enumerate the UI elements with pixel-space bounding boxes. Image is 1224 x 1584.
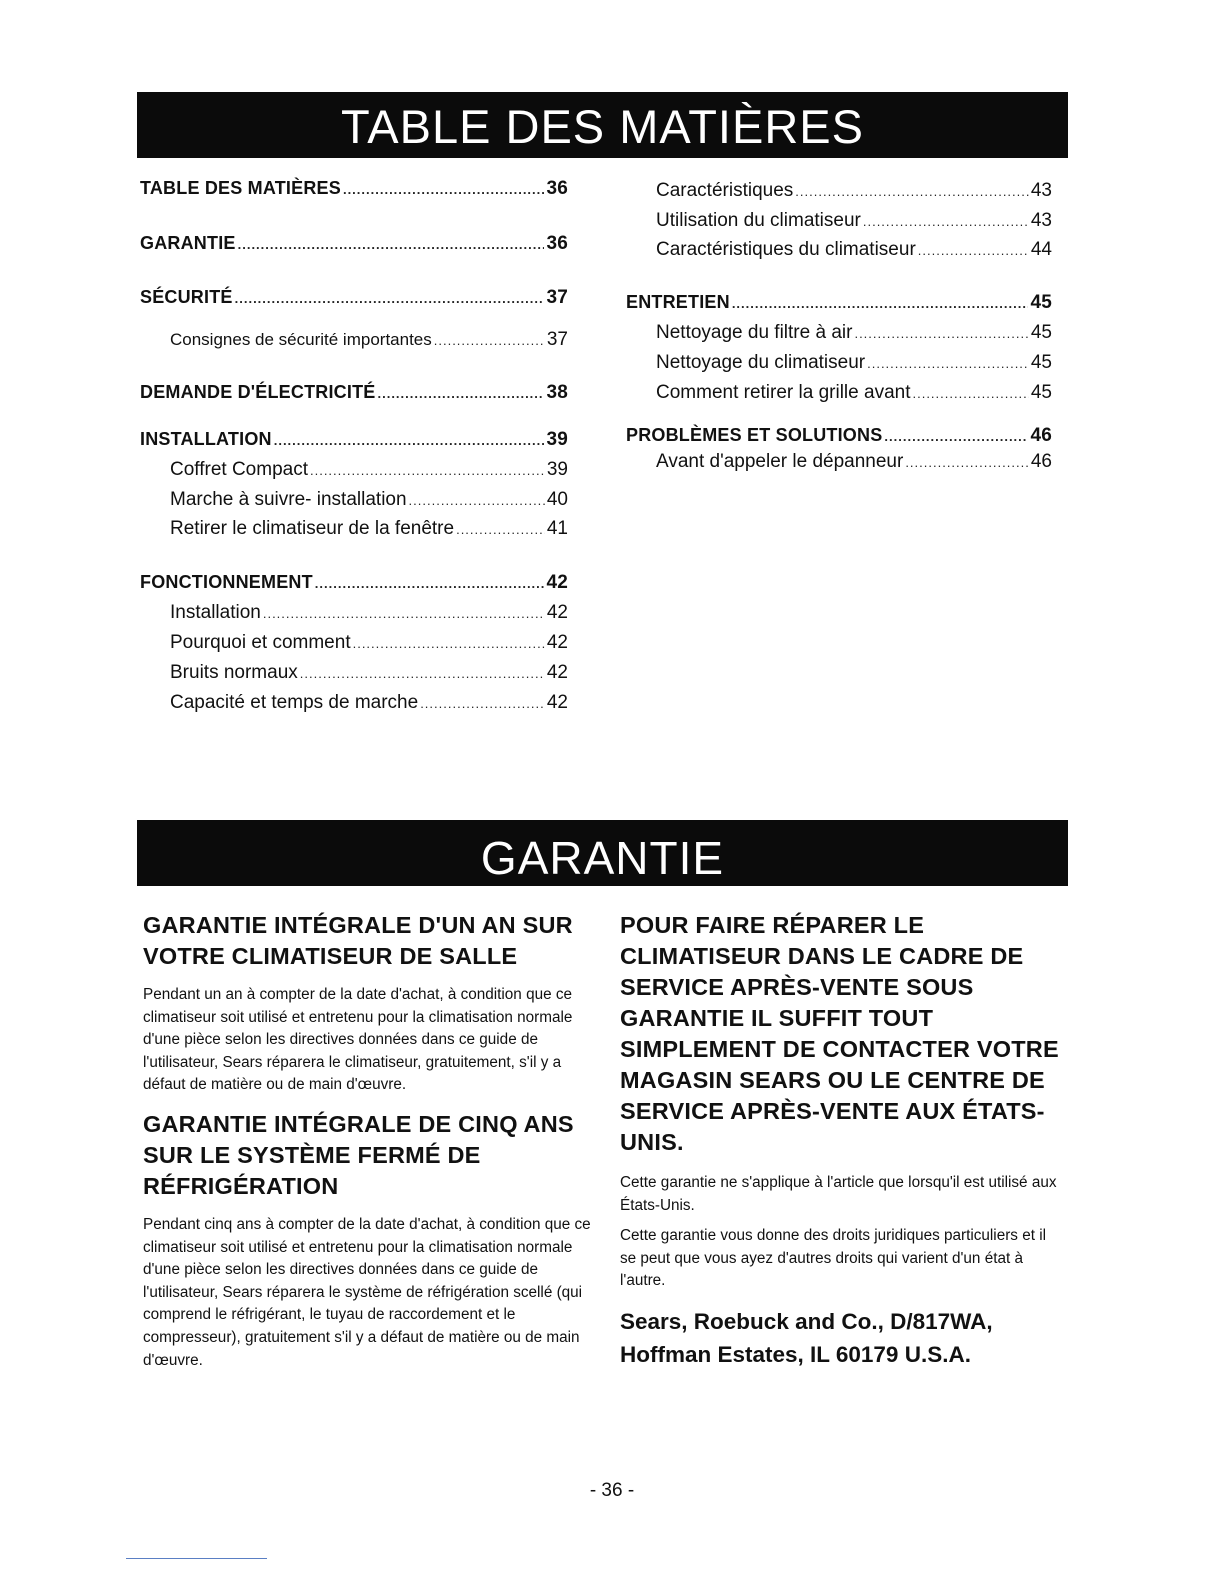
toc-leader-dots <box>867 356 1029 371</box>
toc-entry-entretien[interactable] <box>626 292 1052 318</box>
toc-entry-securite[interactable] <box>140 287 568 313</box>
toc-leader-dots <box>300 666 545 681</box>
toc-entry-label: Utilisation du climatiseur <box>656 210 861 231</box>
toc-entry-page: 42 <box>546 602 568 623</box>
toc-entry-label: Coffret Compact <box>170 459 308 480</box>
toc-entry-fonctionnement[interactable] <box>140 572 568 598</box>
toc-entry-consignes-securite[interactable] <box>140 329 568 355</box>
toc-entry-page: 37 <box>546 287 568 308</box>
toc-leader-dots <box>343 182 545 197</box>
toc-entry-retirer-grille[interactable] <box>626 382 1052 408</box>
toc-entry-capacite-temps[interactable] <box>140 692 568 718</box>
toc-entry-label: PROBLÈMES ET SOLUTIONS <box>626 425 883 445</box>
toc-entry-avant-appeler[interactable] <box>626 451 1052 477</box>
toc-entry-label: Caractéristiques <box>656 180 794 201</box>
toc-entry-label: DEMANDE D'ÉLECTRICITÉ <box>140 382 376 402</box>
toc-leader-dots <box>238 237 545 252</box>
toc-entry-page: 36 <box>546 178 568 199</box>
toc-entry-page: 43 <box>1030 180 1052 201</box>
toc-entry-label: Avant d'appeler le dépanneur <box>656 451 904 472</box>
toc-entry-page: 37 <box>546 329 568 350</box>
footer-rule <box>126 1558 267 1559</box>
warranty-left-column <box>143 910 591 1372</box>
toc-entry-pourquoi-comment[interactable] <box>140 632 568 658</box>
toc-leader-dots <box>235 291 545 306</box>
toc-leader-dots <box>274 433 545 448</box>
toc-entry-label: Pourquoi et comment <box>170 632 351 653</box>
toc-entry-page: 43 <box>1030 210 1052 231</box>
toc-entry-page: 39 <box>546 459 568 480</box>
toc-entry-label: Caractéristiques du climatiseur <box>656 239 916 260</box>
toc-entry-page: 42 <box>546 692 568 713</box>
usa-only-notice: Cette garantie ne s'applique à l'article que lorsqu'il est utilisé aux États-Unis. <box>620 1174 1057 1214</box>
toc-entry-page: 40 <box>546 489 568 510</box>
toc-leader-dots <box>420 696 545 711</box>
toc-entry-label: Nettoyage du filtre à air <box>656 322 853 343</box>
toc-entry-label: Retirer le climatiseur de la fenêtre <box>170 518 455 539</box>
warranty-banner-title: GARANTIE <box>480 832 725 884</box>
service-instructions-heading: POUR FAIRE RÉPARER LE CLIMATISEUR DANS LE CADRE DE SERVICE APRÈS-VENTE SOUS GARANTIE IL SUFFIT TOUT SIMPLEMENT DE CONTACTER VOTRE MAGASIN SEARS OU LE CENTRE DE SERVICE APRÈS-VENTE AUX ÉTATS-UNIS. <box>620 912 1059 1155</box>
toc-entry-page: 45 <box>1030 352 1052 373</box>
legal-rights-notice: Cette garantie vous donne des droits juridiques particuliers et il se peut que vous ayez d'autres droits qui varient d'un état à l'autre. <box>620 1227 1046 1290</box>
toc-entry-installation[interactable] <box>140 429 568 455</box>
toc-entry-demande-electricite[interactable] <box>140 382 568 408</box>
toc-entry-garantie[interactable] <box>140 233 568 259</box>
toc-entry-problemes-solutions[interactable] <box>626 425 1052 451</box>
warranty-right-column <box>620 910 1060 1371</box>
toc-leader-dots <box>854 326 1028 341</box>
toc-entry-label: Comment retirer la grille avant <box>656 382 911 403</box>
toc-entry-page: 39 <box>546 429 568 450</box>
page-number: - 36 - <box>589 1480 635 1501</box>
toc-banner <box>137 92 1068 158</box>
toc-entry-installation-sub[interactable] <box>140 602 568 628</box>
toc-leader-dots <box>456 522 545 537</box>
toc-entry-label: SÉCURITÉ <box>140 287 233 307</box>
toc-entry-label: Capacité et temps de marche <box>170 692 419 713</box>
toc-entry-page: 45 <box>1030 322 1052 343</box>
toc-entry-nettoyage-filtre[interactable] <box>626 322 1052 348</box>
five-year-warranty-heading: GARANTIE INTÉGRALE DE CINQ ANS SUR LE SYSTÈME FERMÉ DE RÉFRIGÉRATION <box>143 1110 574 1199</box>
one-year-warranty-text: Pendant un an à compter de la date d'achat, à condition que ce climatiseur soit utilisé et entretenu pour la climatisation normale d'une pièce selon les directives données dans ce guide de l'utilisateur, Sears réparera le climatiseur, gratuitement, s'il y a défaut de matière ou de main d'œuvre. <box>143 986 573 1094</box>
toc-entry-table-des-matieres[interactable] <box>140 178 568 204</box>
toc-entry-label: INSTALLATION <box>140 429 272 449</box>
toc-leader-dots <box>434 333 545 348</box>
toc-entry-label: FONCTIONNEMENT <box>140 572 313 592</box>
toc-entry-page: 46 <box>1030 425 1052 446</box>
five-year-warranty-text: Pendant cinq ans à compter de la date d'achat, à condition que ce climatiseur soit utilisé et entretenu pour la climatisation normale d'une pièce selon les directives données dans ce guide de l'utilisateur, Sears réparera le système de réfrigération scellé (qui comprend le réfrigérant, le tuyau de raccordement et le compresseur), gratuitement s'il y a défaut de matière ou de main d'œuvre. <box>143 1215 591 1369</box>
toc-entry-label: Nettoyage du climatiseur <box>656 352 866 373</box>
toc-entry-caracteristiques-climatiseur[interactable] <box>626 239 1052 265</box>
toc-leader-dots <box>263 606 545 621</box>
toc-leader-dots <box>918 243 1029 258</box>
toc-entry-page: 45 <box>1030 292 1052 313</box>
toc-entry-label: Installation <box>170 602 261 623</box>
toc-leader-dots <box>353 636 545 651</box>
toc-entry-retirer-climatiseur[interactable] <box>140 518 568 544</box>
toc-entry-page: 41 <box>546 518 568 539</box>
toc-entry-label: GARANTIE <box>140 233 236 253</box>
toc-leader-dots <box>732 296 1029 311</box>
sears-address-line2: Hoffman Estates, IL 60179 U.S.A. <box>620 1341 971 1367</box>
toc-entry-page: 42 <box>546 572 568 593</box>
toc-banner-title: TABLE DES MATIÈRES <box>341 100 864 153</box>
toc-entry-label: Consignes de sécurité importantes <box>170 330 432 349</box>
toc-entry-page: 42 <box>546 632 568 653</box>
toc-entry-nettoyage-climatiseur[interactable] <box>626 352 1052 378</box>
toc-entry-label: Bruits normaux <box>170 662 298 683</box>
toc-entry-page: 42 <box>546 662 568 683</box>
toc-entry-label: TABLE DES MATIÈRES <box>140 178 341 198</box>
toc-entry-label: ENTRETIEN <box>626 292 730 312</box>
toc-leader-dots <box>884 429 1028 444</box>
toc-entry-marche-a-suivre[interactable] <box>140 489 568 515</box>
sears-address-line1: Sears, Roebuck and Co., D/817WA, <box>620 1308 993 1334</box>
toc-entry-bruits-normaux[interactable] <box>140 662 568 688</box>
toc-leader-dots <box>863 214 1029 229</box>
toc-entry-page: 44 <box>1030 239 1052 260</box>
toc-leader-dots <box>310 463 545 478</box>
toc-leader-dots <box>912 386 1028 401</box>
toc-leader-dots <box>315 576 545 591</box>
toc-entry-label: Marche à suivre- installation <box>170 489 407 510</box>
toc-entry-page: 45 <box>1030 382 1052 403</box>
one-year-warranty-heading: GARANTIE INTÉGRALE D'UN AN SUR VOTRE CLIMATISEUR DE SALLE <box>143 912 573 969</box>
toc-leader-dots <box>409 493 545 508</box>
toc-entry-utilisation-climatiseur[interactable] <box>626 210 1052 236</box>
toc-entry-coffret-compact[interactable] <box>140 459 568 485</box>
toc-leader-dots <box>377 386 544 401</box>
toc-leader-dots <box>905 455 1029 470</box>
toc-entry-caracteristiques[interactable] <box>626 180 1052 206</box>
toc-entry-page: 38 <box>546 382 568 403</box>
toc-entry-page: 36 <box>546 233 568 254</box>
toc-entry-page: 46 <box>1030 451 1052 472</box>
toc-leader-dots <box>795 184 1029 199</box>
warranty-banner <box>137 820 1068 886</box>
